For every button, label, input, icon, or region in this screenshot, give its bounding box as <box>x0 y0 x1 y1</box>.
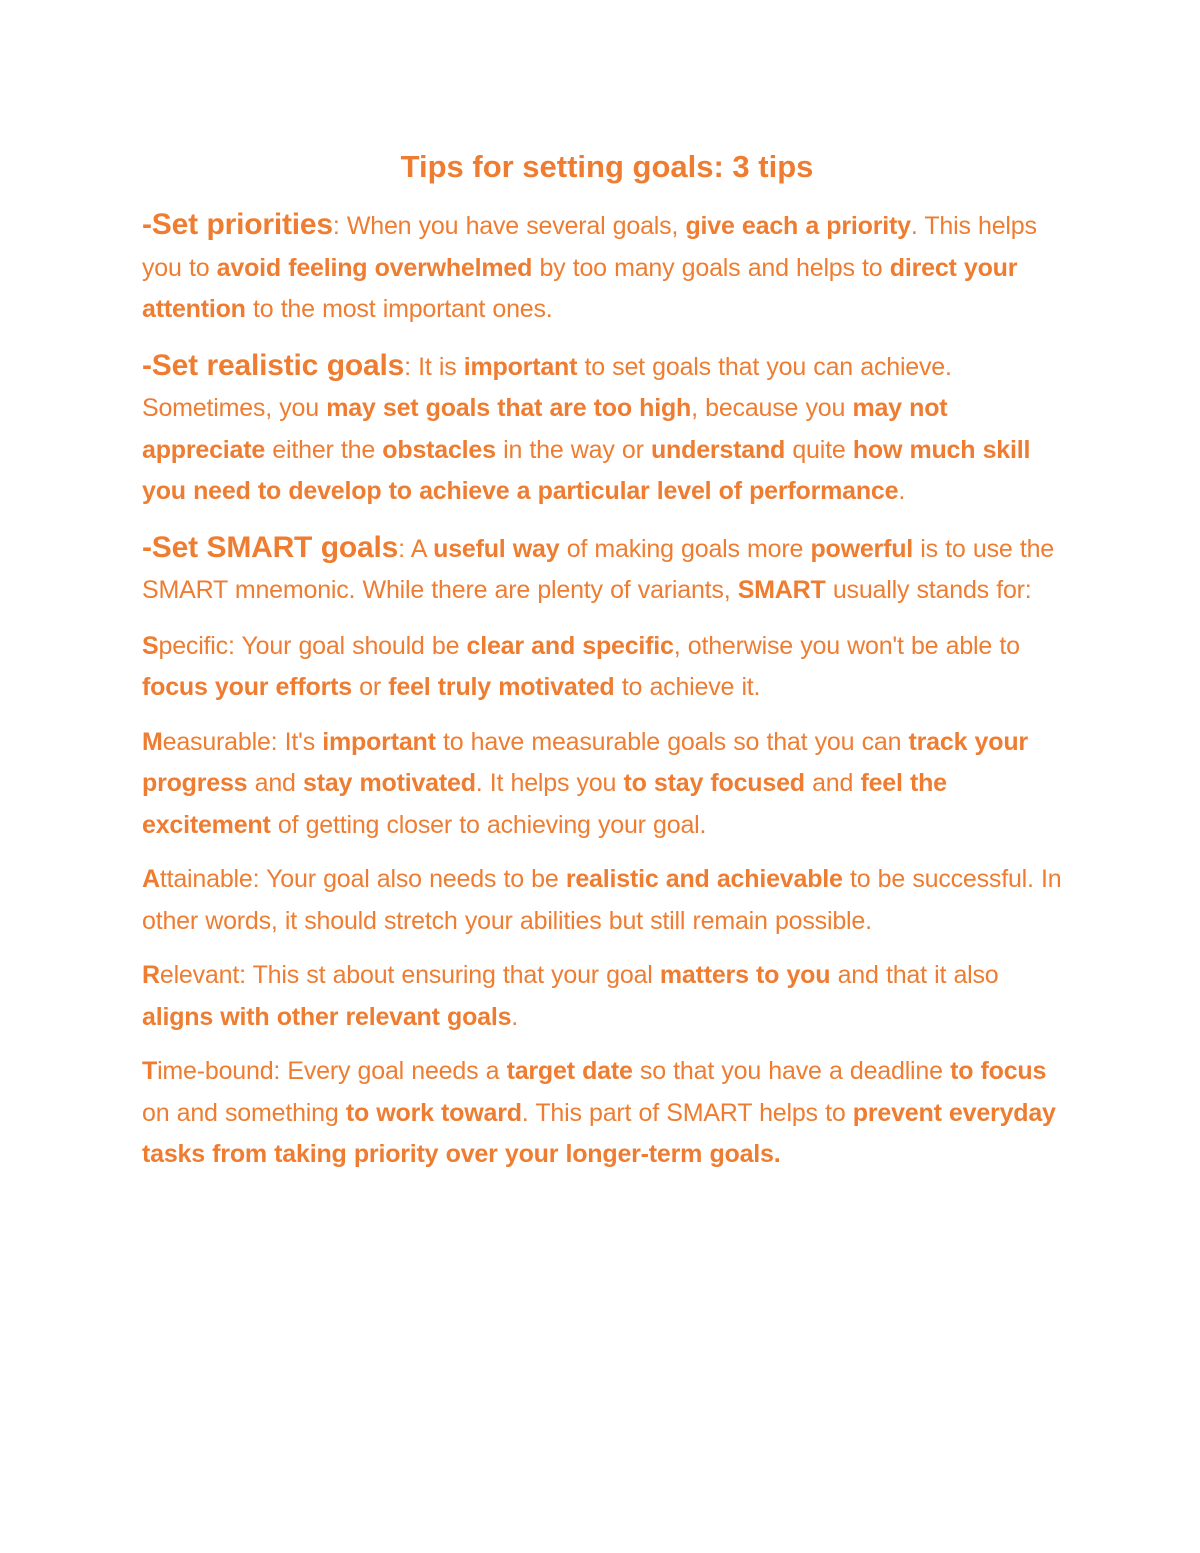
body-text: elevant: This st about ensuring that your goal <box>159 961 660 989</box>
body-text: either the <box>265 435 383 464</box>
body-text: and <box>247 769 303 797</box>
tips-list <box>142 204 1072 612</box>
smart-definition <box>142 722 1072 847</box>
body-text: , otherwise you won't be able to <box>673 631 1020 660</box>
emphasized-text: matters to you <box>659 961 831 989</box>
emphasized-text: feel truly motivated <box>388 673 615 701</box>
body-text: . <box>511 1002 519 1031</box>
tip-heading: -Set SMART goals <box>142 530 399 564</box>
emphasized-text: avoid feeling overwhelmed <box>216 253 533 282</box>
body-text: : When you have several goals, <box>332 212 686 240</box>
body-text: so that you have a deadline <box>632 1057 951 1085</box>
smart-letter: T <box>142 1057 158 1085</box>
body-text: or <box>351 673 389 701</box>
body-text: . This part of SMART helps to <box>521 1098 853 1127</box>
emphasized-text: to stay focused <box>623 769 805 797</box>
tip-heading: -Set priorities <box>142 208 333 241</box>
tip-paragraph <box>142 204 1072 331</box>
emphasized-text: realistic and achievable <box>565 865 843 893</box>
body-text: and that it also <box>830 961 999 989</box>
emphasized-text: clear and specific <box>466 631 674 660</box>
body-text: . <box>898 477 906 505</box>
body-text: is to use the SMART mnemonic. While there are plenty of variants, <box>142 534 1054 604</box>
document-body <box>142 146 1072 1189</box>
body-text: , because you <box>691 394 853 422</box>
emphasized-text: give each a priority <box>685 212 911 240</box>
tip-paragraph <box>142 527 1072 612</box>
emphasized-text: may not appreciate <box>142 394 948 464</box>
emphasized-text: useful way <box>433 534 560 563</box>
smart-definition <box>142 1051 1072 1176</box>
body-text: on and something <box>142 1098 346 1127</box>
body-text: to achieve it. <box>614 673 761 701</box>
body-text: in the way or <box>495 435 651 464</box>
body-text: ttainable: Your goal also needs to be <box>159 865 566 893</box>
body-text: to set goals that you can achieve. Sometimes, you <box>142 352 952 422</box>
tip-paragraph <box>142 345 1072 513</box>
emphasized-text: powerful <box>810 534 914 563</box>
body-text: : It is <box>404 352 464 381</box>
smart-letter: R <box>142 961 160 989</box>
body-text: to have measurable goals so that you can <box>435 727 909 756</box>
emphasized-text: to work toward <box>345 1098 522 1127</box>
body-text: to the most important ones. <box>245 295 553 323</box>
emphasized-text: focus your efforts <box>142 673 352 701</box>
body-text: pecific: Your goal should be <box>158 631 467 660</box>
body-text: : A <box>398 534 434 563</box>
smart-definition <box>142 955 1072 1038</box>
body-text: . This helps you to <box>142 212 1037 282</box>
smart-letter: M <box>142 727 163 756</box>
body-text: . It helps you <box>475 769 624 797</box>
body-text: and <box>804 769 861 797</box>
emphasized-text: direct your attention <box>142 253 1018 323</box>
tip-heading: -Set realistic goals <box>142 348 405 382</box>
body-text: easurable: It's <box>162 727 323 756</box>
smart-definitions <box>142 626 1072 1176</box>
smart-letter: A <box>142 865 160 893</box>
emphasized-text: aligns with other relevant goals <box>142 1002 512 1031</box>
body-text: ime-bound: Every goal needs a <box>157 1057 507 1085</box>
emphasized-text: target date <box>506 1057 633 1085</box>
body-text: of making goals more <box>559 534 811 563</box>
emphasized-text: to focus <box>950 1057 1047 1085</box>
emphasized-text: SMART <box>737 576 826 604</box>
body-text: quite <box>785 435 853 464</box>
emphasized-text: may set goals that are too high <box>326 394 692 422</box>
emphasized-text: important <box>463 352 578 381</box>
emphasized-text: stay motivated <box>303 769 476 797</box>
body-text: to be successful. In other words, it should stretch your abilities but still remain possible. <box>142 865 1062 935</box>
smart-definition <box>142 859 1072 942</box>
emphasized-text: important <box>322 727 436 756</box>
emphasized-text: prevent everyday tasks from taking priority over your longer-term goals. <box>142 1098 1056 1168</box>
emphasized-text: feel the excitement <box>142 769 947 839</box>
emphasized-text: obstacles <box>382 435 496 464</box>
page-title: Tips for setting goals: 3 tips <box>400 149 814 184</box>
emphasized-text: track your progress <box>142 727 1028 797</box>
body-text: usually stands for: <box>825 576 1032 604</box>
emphasized-text: how much skill you need to develop to achieve a particular level of performance <box>142 435 1031 505</box>
smart-definition <box>142 626 1072 709</box>
body-text: by too many goals and helps to <box>532 253 890 282</box>
body-text: of getting closer to achieving your goal. <box>270 810 707 839</box>
emphasized-text: understand <box>650 435 786 464</box>
smart-letter: S <box>142 631 159 660</box>
